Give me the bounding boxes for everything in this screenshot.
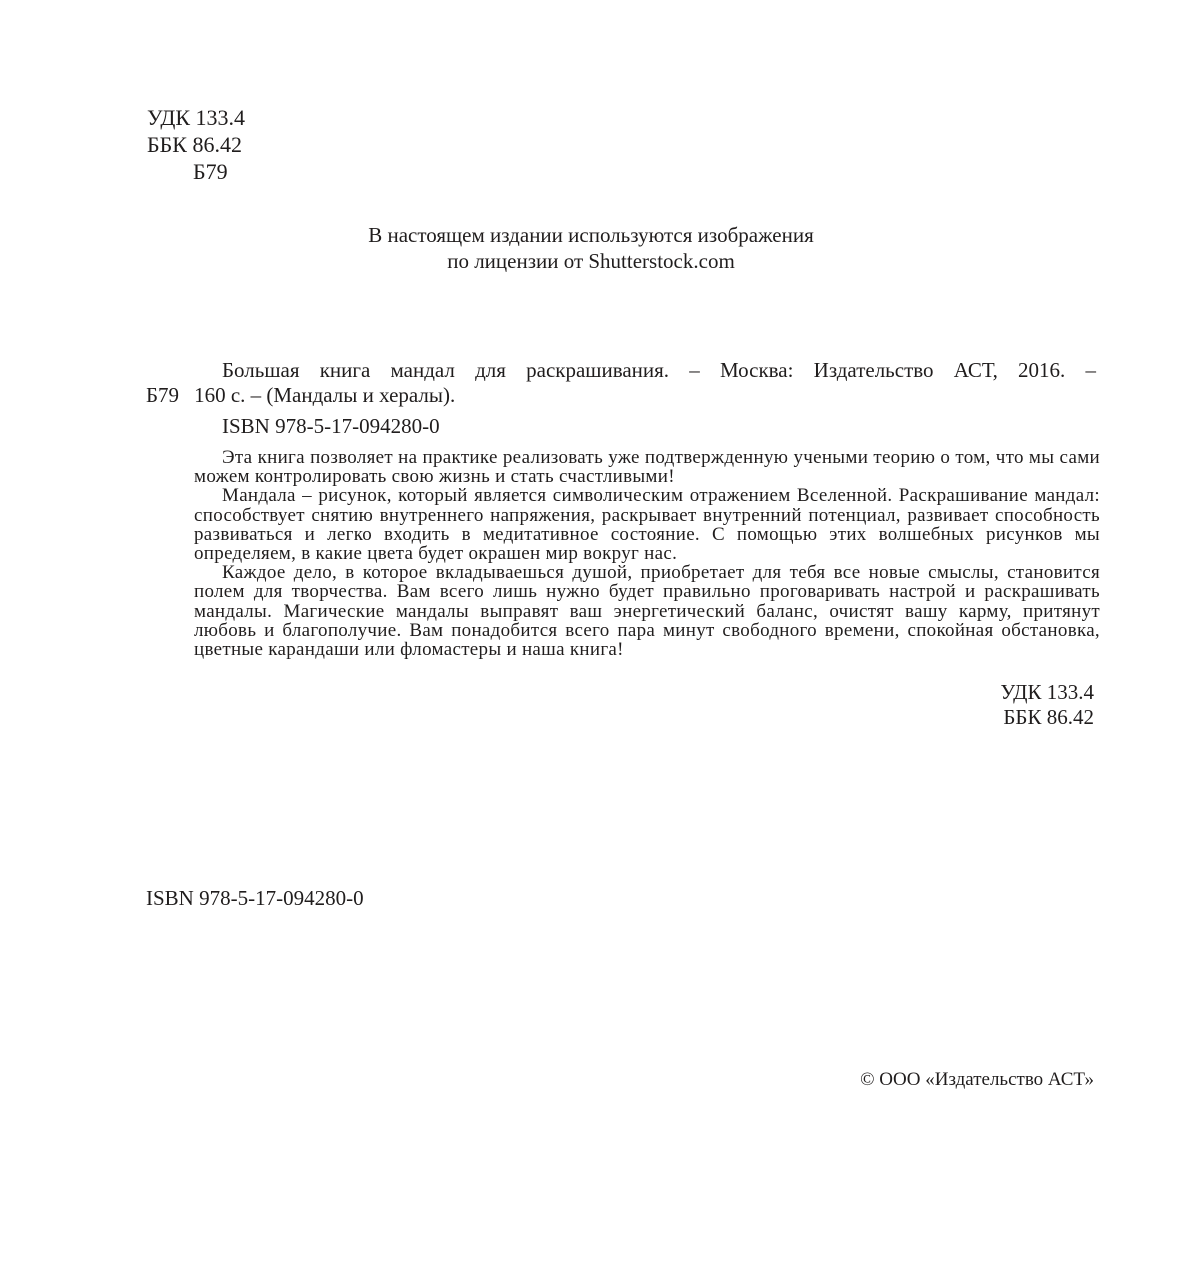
catalog-entry-line1: Большая книга мандал для раскрашивания. – Москва: Издательство АСТ, 2016. – [222,358,1096,382]
isbn-line-bottom: ISBN 978-5-17-094280-0 [146,886,364,910]
license-note-line1: В настоящем издании используются изображения [368,223,814,247]
catalog-entry-line2-text: 160 с. – (Мандалы и хералы). [194,383,456,407]
copyright-line: © ООО «Издательство АСТ» [860,1069,1094,1090]
bbk-code-bottom: ББК 86.42 [1003,705,1094,729]
author-sign-code: Б79 [146,383,180,407]
top-classification-block [147,104,245,185]
udk-code: УДК 133.4 [147,105,246,130]
annotation-paragraph-3: Каждое дело, в которое вкладываешься душой, приобретает для тебя все новые смыслы, становится полем для творчества. Вам всего лишь нужно будет правильно проговаривать настрой и раскрашивать мандалы. Магические мандалы выправят ваш энергетический баланс, очистят вашу карму, притянут любовь и благополучие. Вам понадобится всего пара минут свободного времени, спокойная обстановка, цветные карандаши или фломастеры и наша книга! [194,562,1100,661]
annotation-block [194,448,1100,659]
catalog-card [146,358,1096,439]
author-sign-code: Б79 [193,159,228,184]
catalog-entry-line2 [146,383,1096,408]
license-note [0,222,1182,274]
bbk-code: ББК 86.42 [147,132,242,157]
annotation-paragraph-1: Эта книга позволяет на практике реализовать уже подтвержденную учеными теорию о том, что мы сами можем контролировать свою жизнь и стать счастливыми! [194,447,1100,488]
bottom-classification-block [1000,680,1094,730]
license-note-line2: по лицензии от Shutterstock.com [447,249,735,273]
isbn-line-top: ISBN 978-5-17-094280-0 [222,414,440,438]
udk-code-bottom: УДК 133.4 [1000,680,1094,704]
annotation-paragraph-2: Мандала – рисунок, который является символическим отражением Вселенной. Раскрашивание мандал: способствует снятию внутреннего напряжения, раскрывает внутренний потенциал, развивает способность развиваться и легко входить в медитативное состояние. С помощью этих волшебных рисунков мы определяем, в какие цвета будет окрашен мир вокруг нас. [194,485,1100,565]
